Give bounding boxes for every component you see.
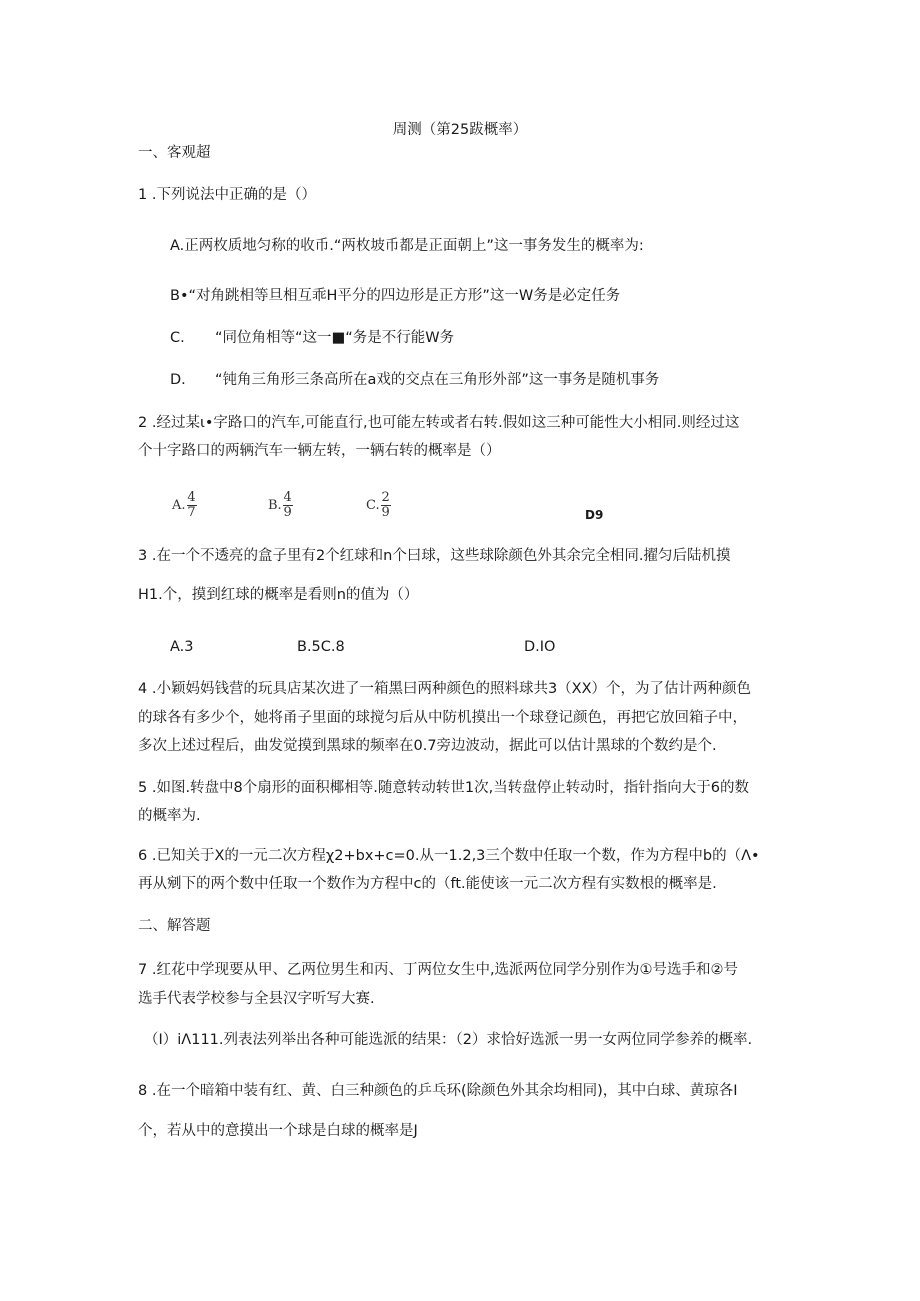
question-1-option-d-label: D. — [170, 372, 186, 388]
question-2-option-c — [366, 492, 391, 519]
question-1-option-c-text: “同位角相等“这一■“务是不行能W务 — [215, 330, 455, 346]
question-3-line-2: H1.个，摸到红球的概率是看则n的值为（） — [138, 587, 419, 603]
question-5-line-2: 的概率为. — [138, 808, 201, 824]
question-2-option-d: D9 — [585, 508, 604, 522]
question-1-option-b: B•“对角跳相等旦相互乖H平分的四边形是正方形”这一W务是必定任务 — [170, 288, 621, 304]
question-3-option-d: D.IO — [524, 639, 556, 655]
question-1-option-c-label: C. — [170, 330, 185, 346]
question-4-line-3: 多次上述过程后，曲发觉摸到黑球的频率在0.7旁边波动，据此可以估计黑球的个数约是个. — [138, 738, 717, 754]
question-2-option-b — [268, 492, 293, 519]
question-2-option-a — [172, 492, 197, 519]
question-5-line-1: 5 .如图.转盘中8个扇形的面积椰相等.随意转动转世1次,当转盘停止转动时，指针指向大于6的数 — [138, 780, 749, 796]
option-a-label: A. — [172, 498, 186, 513]
section-heading-objective: 一、客观超 — [138, 145, 211, 161]
question-3-option-b-c: B.5C.8 — [297, 639, 345, 655]
question-8-line-2: 个，若从中的意摸出一个球是白球的概率是J — [138, 1123, 418, 1139]
question-2-line-2: 个十字路口的两辆汽车一辆左转，一辆右转的概率是（） — [138, 443, 501, 459]
question-3-option-a: A.3 — [170, 639, 194, 655]
question-7-line-2: 选手代表学校参与全县汉字听写大赛. — [138, 991, 375, 1007]
option-b-denominator: 9 — [283, 505, 292, 520]
option-c-denominator: 9 — [381, 505, 390, 520]
option-b-label: B. — [268, 498, 282, 513]
question-2-line-1: 2 .经过某ι•字路口的汽车,可能直行,也可能左转或者右转.假如这三种可能性大小相同.则经过这 — [138, 415, 740, 431]
question-6-line-2: 再从剜下的两个数中任取一个数作为方程中c的（ft.能使该一元二次方程有实数根的概率是. — [138, 876, 717, 892]
question-1-option-a: A.正两枚质地匀称的收币.“两枚坡币都是正面朝上”这一事务发生的概率为: — [170, 238, 644, 254]
option-c-numerator: 2 — [381, 490, 390, 505]
question-1-option-d-text: “钝角三角形三条高所在a戏的交点在三角形外部”这一事务是随机事务 — [215, 372, 660, 388]
section-heading-solutions: 二、解答题 — [138, 918, 211, 934]
option-a-denominator: 7 — [187, 505, 196, 520]
question-7-line-1: 7 .红花中学现要从甲、乙两位男生和丙、丁两位女生中,选派两位同学分别作为①号选手和②号 — [138, 962, 739, 978]
question-4-line-1: 4 .小颖妈妈钱营的玩具店某次进了一箱黑曰两种颜色的照料球共3（XX）个，为了估计两种颜色 — [138, 681, 752, 697]
option-b-numerator: 4 — [283, 490, 292, 505]
option-c-label: C. — [366, 498, 380, 513]
question-3-line-1: 3 .在一个不透亮的盒子里有2个红球和n个曰球，这些球除颜色外其余完全相同.擢匀后陆机摸 — [138, 548, 731, 564]
question-4-line-2: 的球各有多少个，她将甬子里面的球搅匀后从中防机摸出一个球登记颜色，再把它放回箱子中， — [138, 710, 747, 726]
page-title: 周测（第25跋概率） — [392, 122, 528, 138]
question-1-stem: 1 .下列说法中正确的是（） — [138, 187, 316, 203]
option-a-numerator: 4 — [187, 490, 196, 505]
question-8-line-1: 8 .在一个暗箱中装有红、黄、白三种颜色的乒乓环(除颜色外其余均相同)，其中白球、黄琼各I — [138, 1083, 738, 1099]
question-7-line-3: （I）iΛ111.列表法列举出各种可能选派的结果：（2）求恰好选派一男一女两位同学参养的概率. — [144, 1032, 753, 1048]
question-6-line-1: 6 .已知关于X的一元二次方程χ2+bx+c=0.从一1.2,3三个数中任取一个数，作为方程中b的（Λ• — [138, 848, 760, 864]
